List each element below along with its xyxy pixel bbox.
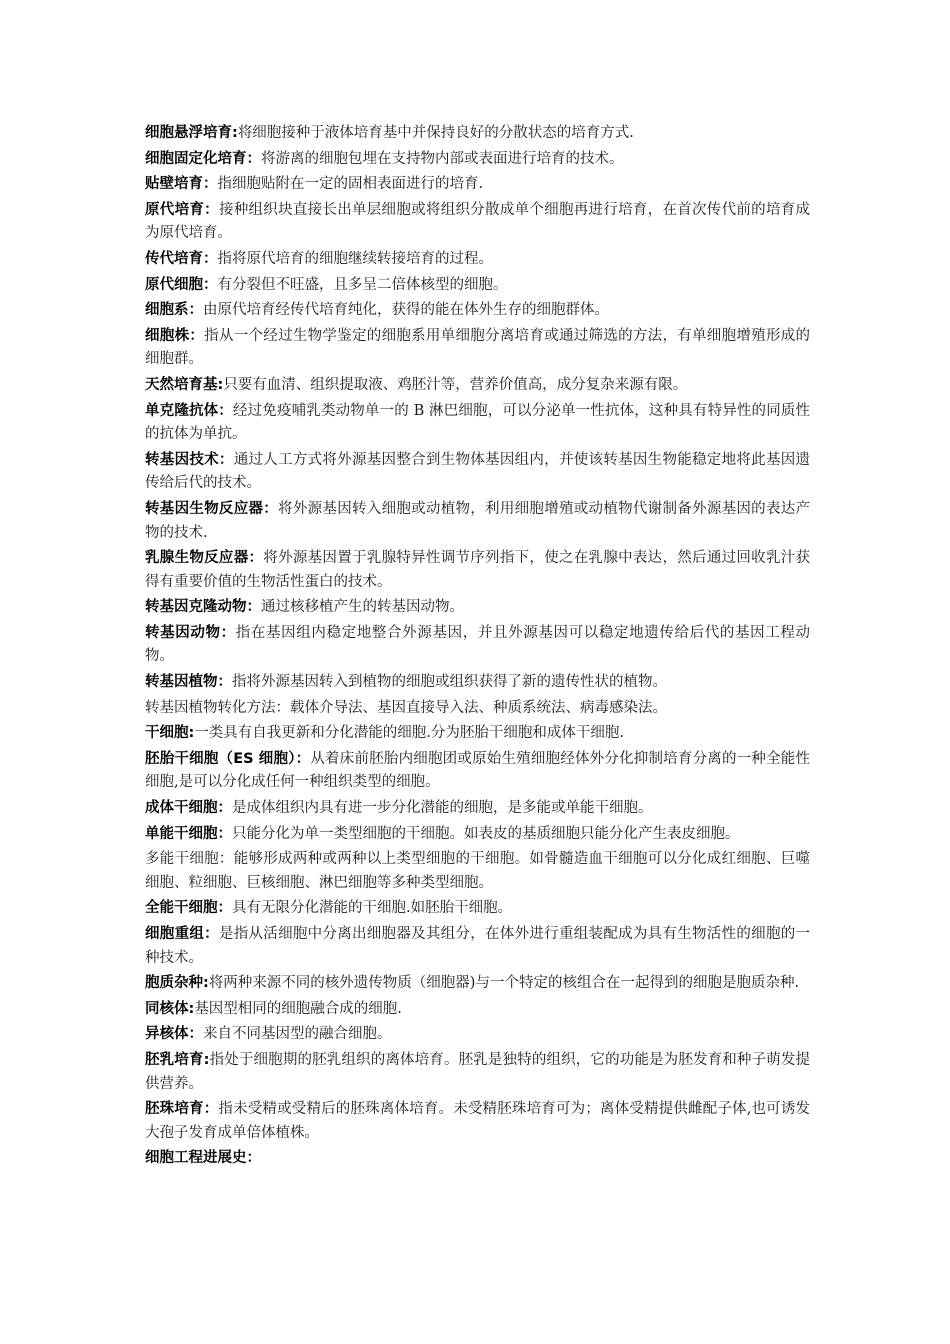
entry-definition: 是指从活细胞中分离出细胞器及其组分，在体外进行重组装配成为具有生物活性的细胞的一种技术。 bbox=[145, 926, 811, 966]
entry-term: 同核体 bbox=[145, 1000, 189, 1017]
entry-term: 成体干细胞 bbox=[145, 800, 218, 817]
entry-term: 细胞重组 bbox=[145, 926, 205, 942]
entry-term: 细胞工程进展史 bbox=[145, 1150, 247, 1167]
document-body bbox=[145, 122, 810, 1173]
glossary-entry bbox=[145, 671, 810, 695]
entry-separator: ： bbox=[203, 276, 218, 293]
entry-term: 干细胞 bbox=[145, 725, 189, 742]
entry-term: 转基因克隆动物 bbox=[145, 599, 247, 616]
entry-definition: 由原代培育经传代培育纯化，获得的能在体外生存的细胞群体。 bbox=[203, 302, 609, 319]
entry-separator: ： bbox=[204, 926, 219, 942]
entry-definition: 一类具有自我更新和分化潜能的细胞.分为胚胎干细胞和成体干细胞. bbox=[194, 725, 625, 742]
entry-term: 天然培育基 bbox=[145, 376, 218, 393]
entry-separator: ： bbox=[217, 800, 232, 817]
glossary-entry bbox=[145, 274, 810, 298]
glossary-entry bbox=[145, 722, 810, 746]
entry-definition: 从着床前胚胎内细胞团或原始生殖细胞经体外分化抑制培育分离的一种全能性细胞,是可以分化成任何一种组织类型的细胞。 bbox=[145, 750, 810, 791]
glossary-entry bbox=[145, 1098, 810, 1145]
entry-term: 原代细胞 bbox=[145, 276, 203, 293]
glossary-entry bbox=[145, 897, 810, 921]
glossary-entry bbox=[145, 998, 810, 1022]
glossary-entry bbox=[145, 1147, 810, 1171]
entry-separator: ： bbox=[204, 201, 219, 218]
entry-term: 全能干细胞 bbox=[145, 900, 218, 917]
entry-definition: 具有无限分化潜能的干细胞.如胚胎干细胞。 bbox=[232, 900, 513, 917]
entry-term: 细胞系 bbox=[145, 302, 189, 319]
entry-definition: 有分裂但不旺盛，且多呈二倍体核型的细胞。 bbox=[217, 276, 508, 293]
entry-separator: ： bbox=[246, 1150, 261, 1167]
glossary-entry bbox=[145, 797, 810, 821]
entry-separator: ： bbox=[188, 1026, 203, 1043]
entry-definition: 指将外源基因转入到植物的细胞或组织获得了新的遗传性状的植物。 bbox=[232, 674, 667, 691]
entry-term: 胚乳培育 bbox=[145, 1051, 204, 1068]
entry-separator: : bbox=[188, 1000, 195, 1017]
entry-definition: 多能干细胞：能够形成两种或两种以上类型细胞的干细胞。如骨髓造血干细胞可以分化成红细胞、巨噬细胞、粒细胞、巨核细胞、淋巴细胞等多种类型细胞。 bbox=[145, 851, 810, 891]
glossary-entry bbox=[145, 596, 810, 620]
glossary-entry bbox=[145, 697, 810, 721]
entry-separator: ： bbox=[248, 550, 264, 567]
entry-term: 转基因生物反应器 bbox=[145, 500, 264, 517]
entry-separator: ： bbox=[263, 500, 279, 517]
entry-definition: 接种组织块直接长出单层细胞或将组织分散成单个细胞再进行培育，在首次传代前的培育成为原代培育。 bbox=[145, 201, 811, 242]
glossary-entry bbox=[145, 547, 810, 594]
entry-term: 异核体 bbox=[145, 1026, 189, 1043]
entry-definition: 指未受精或受精后的胚珠离体培育。未受精胚珠培育可为；离体受精提供雌配子体,也可诱发大孢子发育成单倍体植株。 bbox=[145, 1101, 811, 1141]
entry-separator: ： bbox=[188, 302, 203, 319]
entry-term: 原代培育 bbox=[145, 201, 205, 218]
entry-definition: 通过人工方式将外源基因整合到生物体基因组内，并使该转基因生物能稳定地将此基因遗传给后代的技术。 bbox=[145, 451, 811, 492]
glossary-entry bbox=[145, 498, 810, 545]
glossary-entry bbox=[145, 325, 810, 372]
entry-definition: 指在基因组内稳定地整合外源基因，并且外源基因可以稳定地遗传给后代的基因工程动物。 bbox=[145, 624, 811, 665]
entry-separator: ： bbox=[220, 624, 236, 641]
glossary-entry bbox=[145, 199, 810, 246]
entry-definition: 将外源基因置于乳腺特异性调节序列指下，使之在乳腺中表达，然后通过回收乳汁获得有重要价值的生物活性蛋白的技术。 bbox=[145, 550, 811, 590]
entry-definition: 转基因植物转化方法：载体介导法、基因直接导入法、种质系统法、病毒感染法。 bbox=[145, 699, 667, 716]
glossary-entry bbox=[145, 173, 810, 197]
entry-separator: : bbox=[232, 125, 238, 141]
entry-term: 细胞固定化培育 bbox=[145, 150, 247, 167]
entry-term: 贴壁培育 bbox=[145, 176, 203, 193]
entry-separator: ： bbox=[246, 599, 261, 616]
entry-separator: ： bbox=[295, 750, 311, 767]
glossary-entry bbox=[145, 622, 810, 669]
entry-separator: ： bbox=[217, 674, 232, 691]
entry-definition: 将游离的细胞包埋在支持物内部或表面进行培育的技术。 bbox=[261, 150, 624, 167]
glossary-entry bbox=[145, 823, 810, 847]
glossary-entry bbox=[145, 248, 810, 272]
glossary-entry bbox=[145, 1023, 810, 1047]
entry-term: 单能干细胞 bbox=[145, 825, 218, 842]
glossary-entry bbox=[145, 848, 810, 895]
glossary-entry bbox=[145, 400, 810, 447]
entry-definition: 是成体组织内具有进一步分化潜能的细胞，是多能或单能干细胞。 bbox=[232, 800, 653, 817]
entry-separator: ： bbox=[203, 176, 218, 193]
glossary-entry bbox=[145, 299, 810, 323]
entry-definition: 指从一个经过生物学鉴定的细胞系用单细胞分离培育或通过筛选的方法，有单细胞增殖形成的细胞群。 bbox=[145, 327, 811, 368]
entry-term: 传代培育 bbox=[145, 250, 203, 267]
entry-definition: 来自不同基因型的融合细胞。 bbox=[203, 1026, 392, 1043]
entry-separator: : bbox=[203, 1051, 210, 1068]
entry-definition: 指处于细胞期的胚乳组织的离体培育。胚乳是独特的组织，它的功能是为胚发育和种子萌发提供营养。 bbox=[145, 1051, 811, 1092]
entry-term: 乳腺生物反应器 bbox=[145, 550, 249, 567]
entry-separator: ： bbox=[189, 327, 205, 344]
entry-term: 细胞株 bbox=[145, 327, 190, 344]
entry-separator: ： bbox=[203, 250, 218, 267]
glossary-entry bbox=[145, 1049, 810, 1096]
entry-definition: 将外源基因转入细胞或动植物，利用细胞增殖或动植物代谢制备外源基因的表达产物的技术. bbox=[145, 500, 811, 541]
entry-separator: ： bbox=[217, 900, 232, 917]
entry-separator: : bbox=[188, 725, 195, 742]
entry-separator: : bbox=[203, 975, 209, 992]
entry-term: 胚珠培育 bbox=[145, 1101, 204, 1118]
entry-separator: : bbox=[217, 376, 224, 393]
entry-separator: ： bbox=[218, 451, 234, 468]
glossary-entry bbox=[145, 449, 810, 496]
glossary-entry bbox=[145, 748, 810, 795]
entry-term: 转基因技术 bbox=[145, 451, 219, 468]
entry-definition: 经过免疫哺乳类动物单一的 B 淋巴细胞，可以分泌单一性抗体，这种具有特异性的同质性的抗体为单抗。 bbox=[145, 402, 811, 443]
glossary-entry bbox=[145, 923, 810, 970]
entry-definition: 只能分化为单一类型细胞的干细胞。如表皮的基质细胞只能分化产生表皮细胞。 bbox=[232, 825, 740, 842]
entry-definition: 通过核移植产生的转基因动物。 bbox=[261, 599, 464, 616]
entry-definition: 将细胞接种于液体培育基中并保持良好的分散状态的培育方式. bbox=[237, 125, 634, 141]
entry-term: 胞质杂种 bbox=[145, 975, 203, 992]
glossary-entry bbox=[145, 972, 810, 996]
entry-term: 转基因植物 bbox=[145, 674, 218, 691]
entry-separator: ： bbox=[218, 402, 233, 419]
entry-definition: 指将原代培育的细胞继续转接培育的过程。 bbox=[217, 250, 493, 267]
entry-separator: ： bbox=[246, 150, 261, 167]
entry-definition: 只要有血清、组织提取液、鸡胚汁等，营养价值高，成分复杂来源有限。 bbox=[223, 376, 688, 393]
glossary-entry bbox=[145, 148, 810, 172]
entry-term: 单克隆抗体 bbox=[145, 402, 219, 419]
entry-separator: ： bbox=[217, 825, 232, 842]
entry-definition: 将两种来源不同的核外遗传物质（细胞器)与一个特定的核组合在一起得到的细胞是胞质杂种. bbox=[208, 975, 800, 992]
entry-term: 细胞悬浮培育 bbox=[145, 125, 232, 141]
glossary-entry bbox=[145, 122, 810, 146]
entry-separator: ： bbox=[203, 1101, 219, 1118]
glossary-entry bbox=[145, 374, 810, 398]
entry-definition: 基因型相同的细胞融合成的细胞. bbox=[194, 1000, 402, 1017]
entry-term: 转基因动物 bbox=[145, 624, 221, 641]
entry-term: 胚胎干细胞（ES 细胞） bbox=[145, 750, 296, 767]
entry-definition: 指细胞贴附在一定的固相表面进行的培育. bbox=[217, 176, 484, 193]
